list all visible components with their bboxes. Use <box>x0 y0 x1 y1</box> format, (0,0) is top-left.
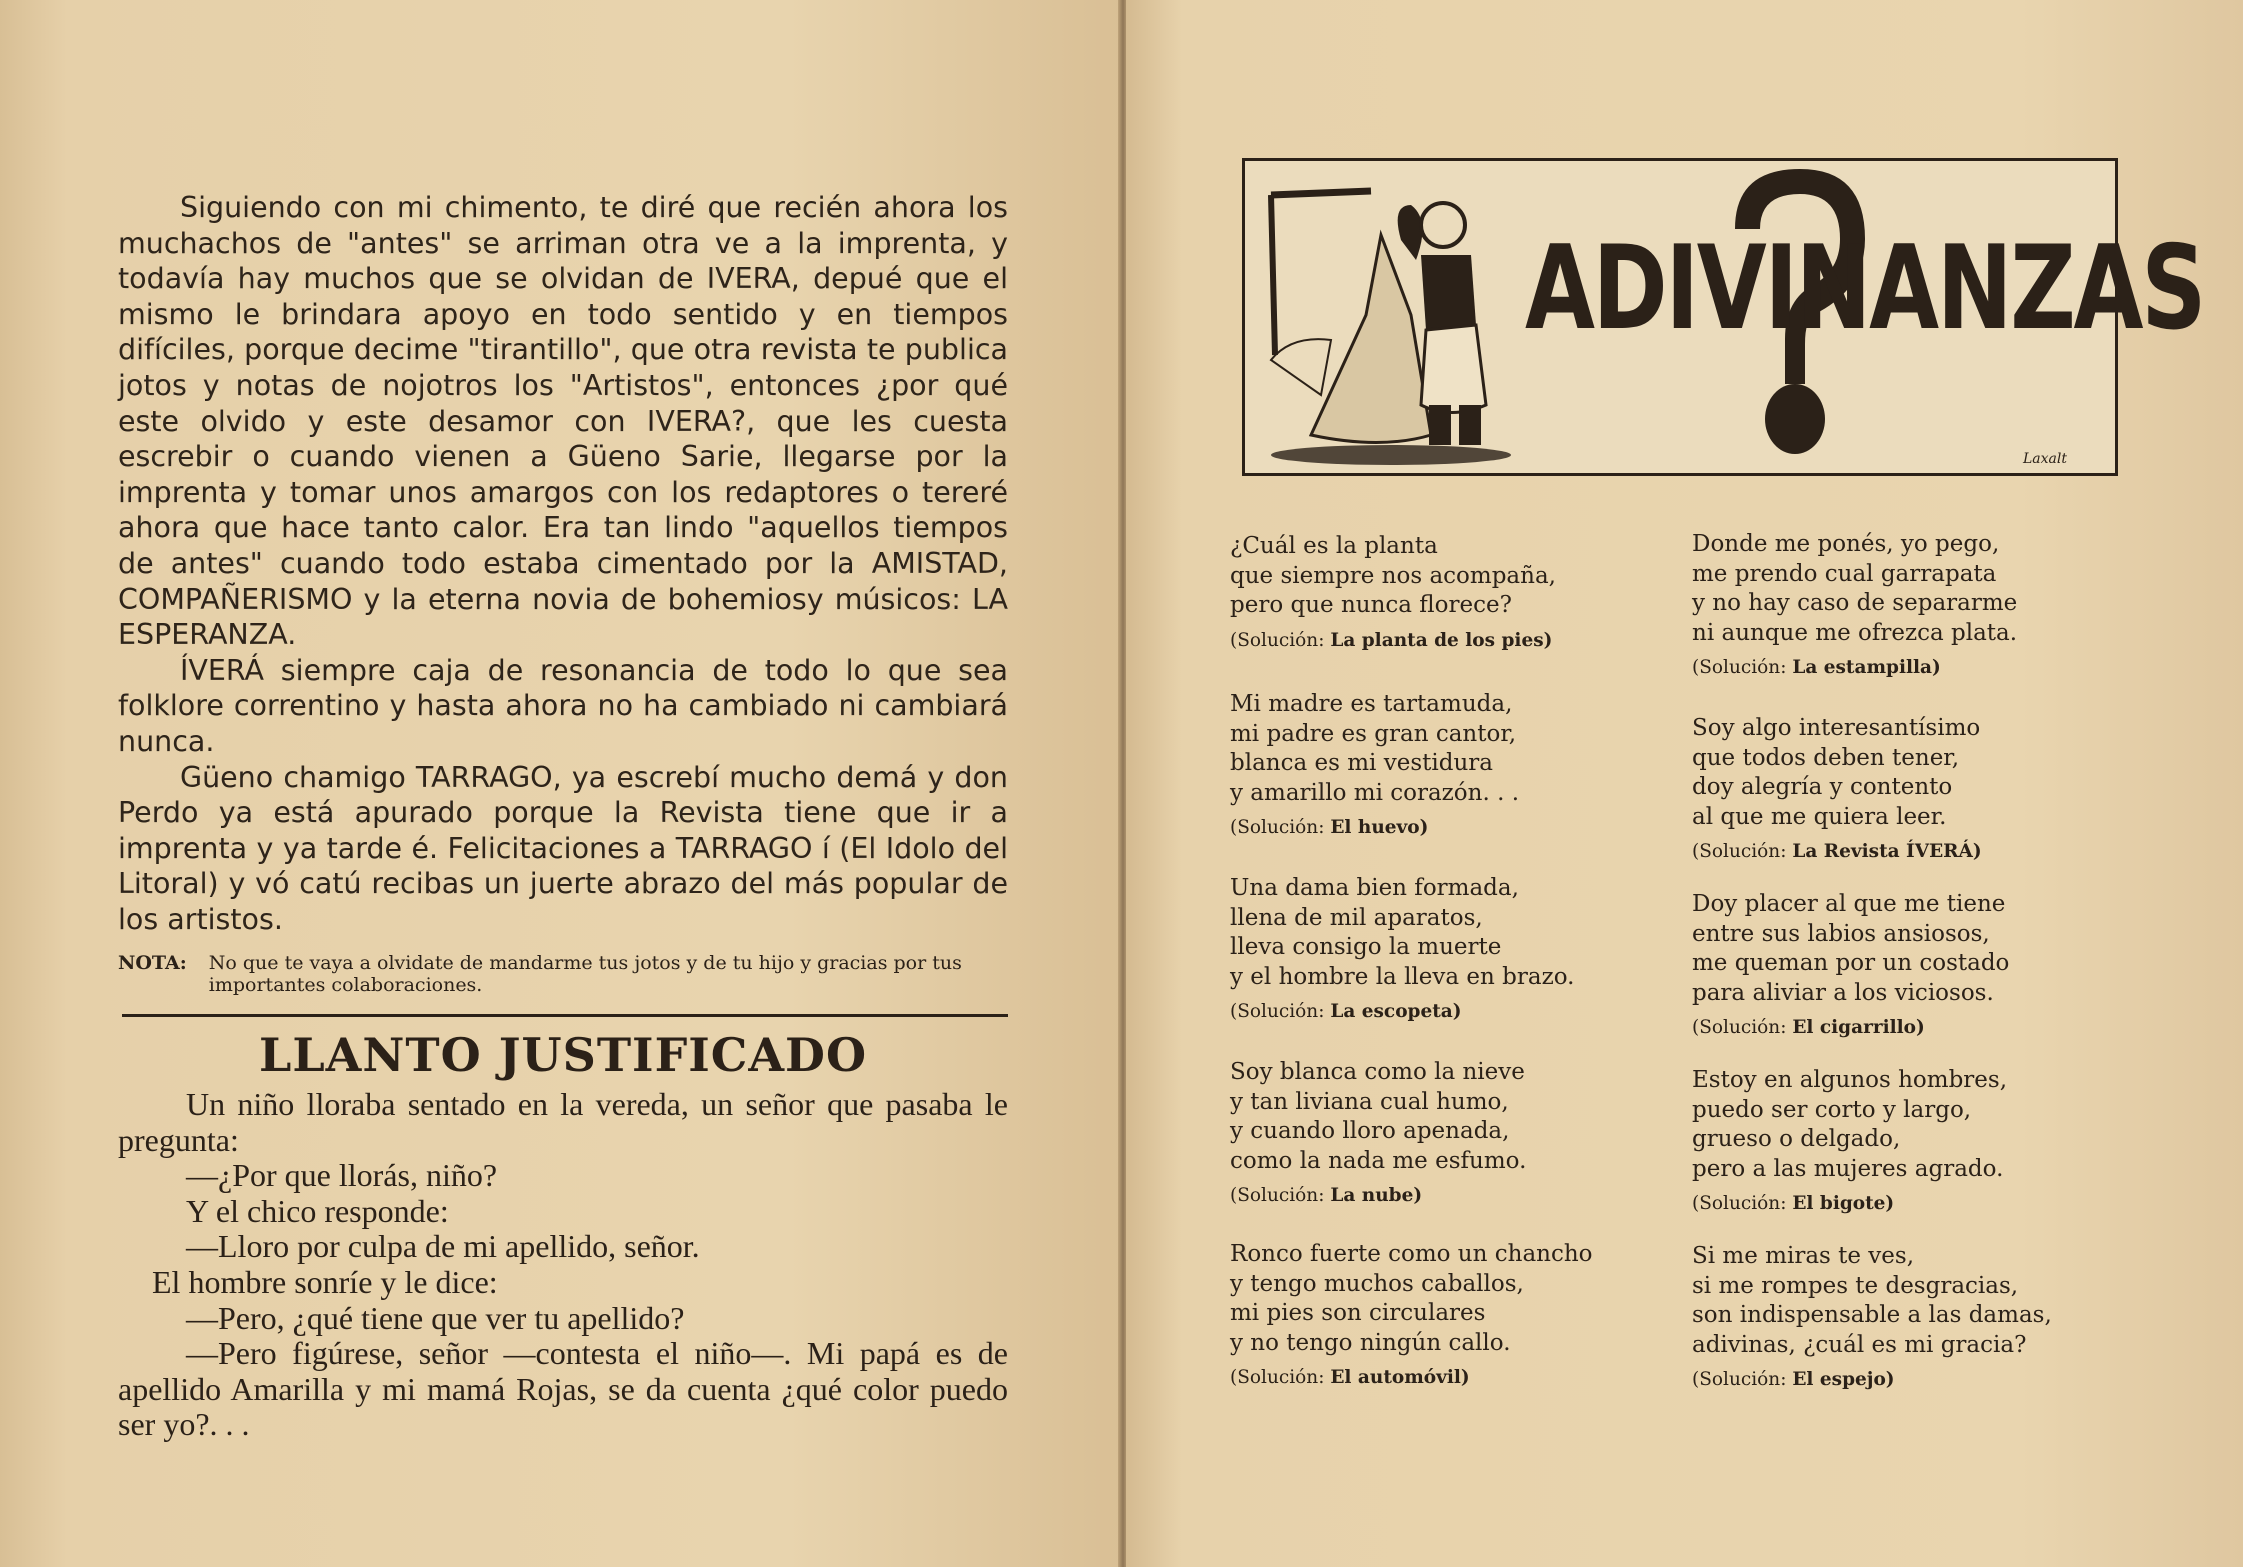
riddle-line: blanca es mi vestidura <box>1230 750 1493 776</box>
riddle <box>1692 890 2152 1038</box>
riddle-line: ¿Cuál es la planta <box>1230 533 1438 559</box>
riddle-line: y tengo muchos caballos, <box>1230 1270 1524 1297</box>
solution-prefix: (Solución: <box>1692 1193 1793 1214</box>
nota-text: No que te vaya a olvidate de mandarme tus jotos y de tu hijo y gracias por tus importantes colaboraciones. <box>208 952 962 996</box>
solution-answer: El cigarrillo) <box>1792 1017 1925 1038</box>
llanto-title: LLANTO JUSTIFICADO <box>258 1028 868 1082</box>
riddle-solution <box>1692 1017 2152 1038</box>
riddle-line: y tan liviana cual humo, <box>1230 1088 1509 1115</box>
riddle <box>1692 714 2152 862</box>
riddle-line: Soy blanca como la nieve <box>1230 1059 1525 1085</box>
solution-prefix: (Solución: <box>1692 1017 1793 1038</box>
llanto-text <box>118 1087 1008 1443</box>
llanto-line: —¿Por que llorás, niño? <box>186 1157 498 1194</box>
riddle <box>1230 1240 1690 1388</box>
nota-label: NOTA: <box>118 952 187 974</box>
solution-answer: La nube) <box>1330 1185 1423 1206</box>
llanto-line: Y el chico responde: <box>186 1192 449 1229</box>
riddle-solution <box>1692 1193 2152 1214</box>
riddle-line: y no hay caso de separarme <box>1692 590 2018 616</box>
solution-answer: El automóvil) <box>1330 1367 1470 1388</box>
riddle-line: Una dama bien formada, <box>1230 875 1519 901</box>
llanto-line: Un niño lloraba sentado en la vereda, un señor que pasaba le pregunta: <box>118 1086 1008 1158</box>
riddle-solution <box>1230 1367 1690 1388</box>
solution-prefix: (Solución: <box>1230 629 1331 651</box>
riddle-line: y no tengo ningún callo. <box>1230 1329 1511 1356</box>
riddle-line: al que me quiera leer. <box>1692 803 1947 830</box>
riddle-line: que todos deben tener, <box>1692 744 1960 771</box>
riddle-line: si me rompes te desgracias, <box>1692 1272 2019 1299</box>
solution-answer: La estampilla) <box>1792 657 1941 678</box>
riddle-line: lleva consigo la muerte <box>1230 934 1502 960</box>
riddle <box>1230 532 1690 651</box>
riddle-line: Mi madre es tartamuda, <box>1230 691 1513 717</box>
riddle-solution <box>1692 841 2152 862</box>
riddle-line: que siempre nos acompaña, <box>1230 562 1556 589</box>
riddle-line: mi pies son circulares <box>1230 1300 1486 1326</box>
riddle-line: como la nada me esfumo. <box>1230 1147 1527 1174</box>
illustrator-signature: Laxalt <box>2023 451 2067 467</box>
llanto-line: —Lloro por culpa de mi apellido, señor. <box>186 1228 700 1265</box>
riddle-solution <box>1230 630 1690 651</box>
riddle-line: Estoy en algunos hombres, <box>1692 1067 2008 1093</box>
riddle-line: para aliviar a los viciosos. <box>1692 979 1994 1006</box>
llanto-line: —Pero figúrese, señor —contesta el niño—. Mi papá es de apellido Amarilla y mi mamá Rojas, se da cuenta ¿qué color puedo ser yo?. . . <box>118 1335 1008 1443</box>
riddle-line: doy alegría y contento <box>1692 774 1953 800</box>
solution-answer: El bigote) <box>1792 1193 1895 1214</box>
riddle-line: me prendo cual garrapata <box>1692 560 1997 587</box>
riddle-line: y cuando lloro apenada, <box>1230 1118 1510 1144</box>
riddle-solution <box>1230 817 1690 838</box>
divider <box>122 1014 1008 1017</box>
chimento-paragraph-3: Güeno chamigo TARRAGO, ya escrebí mucho demá y don Perdo ya está apurado porque la Revista tiene que ir a imprenta y ya tarde é. Felicitaciones a TARRAGO í (El Idolo del Litoral) y vó catú recibas un juerte abrazo del más popular de los artistos. <box>118 760 1008 936</box>
solution-answer: El espejo) <box>1792 1369 1895 1390</box>
chimento-text <box>118 190 1008 937</box>
riddle-line: entre sus labios ansiosos, <box>1692 920 1990 947</box>
solution-answer: El huevo) <box>1330 817 1429 838</box>
riddle <box>1230 1058 1690 1206</box>
riddle <box>1692 1242 2152 1390</box>
riddle-solution <box>1230 1185 1690 1206</box>
chimento-paragraph-1: Siguiendo con mi chimento, te diré que recién ahora los muchachos de "antes" se arriman otra ve a la imprenta, y todavía hay muchos que se olvidan de IVERA, depué que el mismo le brindara apoyo en todo sentido y en tiempos difíciles, porque decime "tirantillo", que otra revista te publica jotos y notas de nojotros los "Artistos", entonces ¿por qué este olvido y este desamor con IVERA?, que les cuesta escrebir o cuando vienen a Güeno Sarie, llegarse por la imprenta y tomar unos amargos con los redaptores o tereré ahora que hace tanto calor. Era tan lindo "aquellos tiempos de antes" cuando todo estaba cimentado por la AMISTAD, COMPAÑERISMO y la eterna novia de bohemiosy músicos: LA ESPERANZA. <box>118 191 1008 652</box>
nota <box>118 952 1008 996</box>
solution-prefix: (Solución: <box>1230 817 1331 838</box>
riddle-line: mi padre es gran cantor, <box>1230 720 1517 747</box>
riddle-line: ni aunque me ofrezca plata. <box>1692 619 2018 646</box>
riddle-line: puedo ser corto y largo, <box>1692 1096 1972 1123</box>
llanto-line: —Pero, ¿qué tiene que ver tu apellido? <box>186 1299 685 1336</box>
riddle-line: y el hombre la lleva en brazo. <box>1230 963 1575 990</box>
solution-prefix: (Solución: <box>1692 657 1793 678</box>
riddle-line: adivinas, ¿cuál es mi gracia? <box>1692 1331 2027 1358</box>
riddle-line: pero que nunca florece? <box>1230 592 1512 618</box>
riddle <box>1230 690 1690 838</box>
solution-prefix: (Solución: <box>1230 1367 1331 1388</box>
adivinanzas-banner <box>1242 158 2205 476</box>
riddle-line: son indispensable a las damas, <box>1692 1302 2052 1328</box>
riddle-line: grueso o delgado, <box>1692 1126 1901 1152</box>
banner-title: ADIVINANZAS <box>1525 221 2205 356</box>
riddle-solution <box>1692 1369 2152 1390</box>
riddle-line: Soy algo interesantísimo <box>1692 715 1981 741</box>
solution-prefix: (Solución: <box>1230 1185 1331 1206</box>
riddle-line: llena de mil aparatos, <box>1230 904 1483 931</box>
riddle-line: y amarillo mi corazón. . . <box>1230 779 1520 806</box>
riddle-solution <box>1692 657 2152 678</box>
riddle-line: Doy placer al que me tiene <box>1692 891 2006 917</box>
solution-answer: La escopeta) <box>1330 1001 1462 1022</box>
riddle-solution <box>1230 1001 1690 1022</box>
solution-prefix: (Solución: <box>1692 1369 1793 1390</box>
llanto-line: El hombre sonríe y le dice: <box>152 1263 498 1300</box>
couple-illustration <box>1251 165 1551 465</box>
riddle-line: Ronco fuerte como un chancho <box>1230 1241 1593 1267</box>
chimento-paragraph-2: ÍVERÁ siempre caja de resonancia de todo lo que sea folklore correntino y hasta ahora no ha cambiado ni cambiará nunca. <box>118 653 1008 758</box>
riddle <box>1230 874 1690 1022</box>
riddle-line: Donde me ponés, yo pego, <box>1692 531 2000 557</box>
riddle <box>1692 530 2152 678</box>
riddle-line: Si me miras te ves, <box>1692 1243 1915 1269</box>
solution-answer: La planta de los pies) <box>1330 629 1553 651</box>
solution-prefix: (Solución: <box>1692 841 1793 862</box>
riddle <box>1692 1066 2152 1214</box>
solution-prefix: (Solución: <box>1230 1001 1331 1022</box>
riddle-line: me queman por un costado <box>1692 950 2010 976</box>
riddle-line: pero a las mujeres agrado. <box>1692 1155 2004 1182</box>
solution-answer: La Revista ÍVERÁ) <box>1792 841 1982 862</box>
